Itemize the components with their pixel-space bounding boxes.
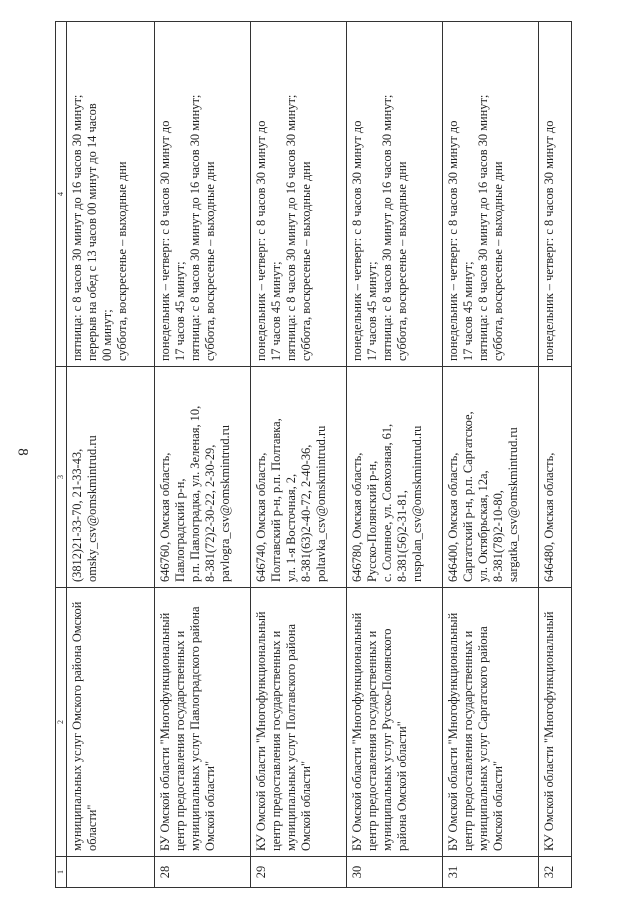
contacts-cell: 646400, Омская область, Саргатский р-н, р.п. Саргатское, ул. Октябрьская, 12а, 8-381(78)2-10-80, sargatka_csv@omskmintrud.ru <box>443 367 539 588</box>
table-row-29 <box>251 22 347 888</box>
mfc-offices-table <box>55 21 572 888</box>
table-row-28 <box>155 22 251 888</box>
schedule-cell: пятница: с 8 часов 30 минут до 16 часов 30 минут; перерыв на обед с 13 часов 00 минут до 14 часов 00 минут; суббота, воскресенье – выходные дни <box>67 22 155 367</box>
schedule-cell: понедельник – четверг: с 8 часов 30 минут до 17 часов 45 минут; пятница: с 8 часов 30 минут до 16 часов 30 минут; суббота, воскресенье – выходные дни <box>155 22 251 367</box>
table-row-32 <box>539 22 572 888</box>
header-row <box>56 22 67 888</box>
contacts-cell: (3812)21-33-70, 21-33-43, omsky_csv@omskmintrud.ru <box>67 367 155 588</box>
office-name-cell: КУ Омской области "Многофункциональный центр предоставления государственных и муниципальных услуг Полтавского района Омской области" <box>251 588 347 857</box>
schedule-cell: понедельник – четверг: с 8 часов 30 минут до <box>539 22 572 367</box>
contacts-cell: 646480, Омская область, <box>539 367 572 588</box>
rotated-table-container <box>55 58 570 888</box>
schedule-cell: понедельник – четверг: с 8 часов 30 минут до 17 часов 45 минут; пятница: с 8 часов 30 минут до 16 часов 30 минут; суббота, воскресенье – выходные дни <box>443 22 539 367</box>
schedule-cell: понедельник – четверг: с 8 часов 30 минут до 17 часов 45 минут; пятница: с 8 часов 30 минут до 16 часов 30 минут; суббота, воскресенье – выходные дни <box>251 22 347 367</box>
table-row-continuation <box>67 22 155 888</box>
contacts-cell: 646760, Омская область, Павлоградский р-н, р.п. Павлоградка, ул. Зеленая, 10, 8-381(72)2-30-22, 2-30-29, pavlogra_csv@omskmintrud.ru <box>155 367 251 588</box>
row-number-cell: 28 <box>155 857 251 888</box>
office-name-cell: муниципальных услуг Омского района Омской области" <box>67 588 155 857</box>
page-number: 8 <box>14 448 31 456</box>
office-name-cell: БУ Омской области "Многофункциональный центр предоставления государственных и муниципальных услуг Саргатского района Омской области" <box>443 588 539 857</box>
table-row-31 <box>443 22 539 888</box>
contacts-cell: 646740, Омская область, Полтавский р-н, р.п. Полтавка, ул. 1-я Восточная, 2, 8-381(63)2-40-72, 2-40-36, poltavka_csv@omskmintrud.ru <box>251 367 347 588</box>
contacts-cell: 646780, Омская область, Русско-Полянский р-н, с. Солнное, ул. Совхозная, 61, 8-381(56)2-31-81, ruspolan_csv@omskmintrud.ru <box>347 367 443 588</box>
row-number-cell <box>67 857 155 888</box>
office-name-cell: БУ Омской области "Многофункциональный центр предоставления государственных и муниципальных услуг Павлоградского района Омской области" <box>155 588 251 857</box>
column-header-3: 3 <box>56 367 67 588</box>
row-number-cell: 29 <box>251 857 347 888</box>
row-number-cell: 32 <box>539 857 572 888</box>
row-number-cell: 30 <box>347 857 443 888</box>
table-row-30 <box>347 22 443 888</box>
column-header-1: 1 <box>56 857 67 888</box>
column-header-2: 2 <box>56 588 67 857</box>
schedule-cell: понедельник – четверг: с 8 часов 30 минут до 17 часов 45 минут; пятница: с 8 часов 30 минут до 16 часов 30 минут; суббота, воскресенье – выходные дни <box>347 22 443 367</box>
office-name-cell: БУ Омской области "Многофункциональный центр предоставления государственных и муниципальных услуг Русско-Полянского района Омской области" <box>347 588 443 857</box>
office-name-cell: КУ Омской области "Многофункциональный <box>539 588 572 857</box>
row-number-cell: 31 <box>443 857 539 888</box>
column-header-4: 4 <box>56 22 67 367</box>
